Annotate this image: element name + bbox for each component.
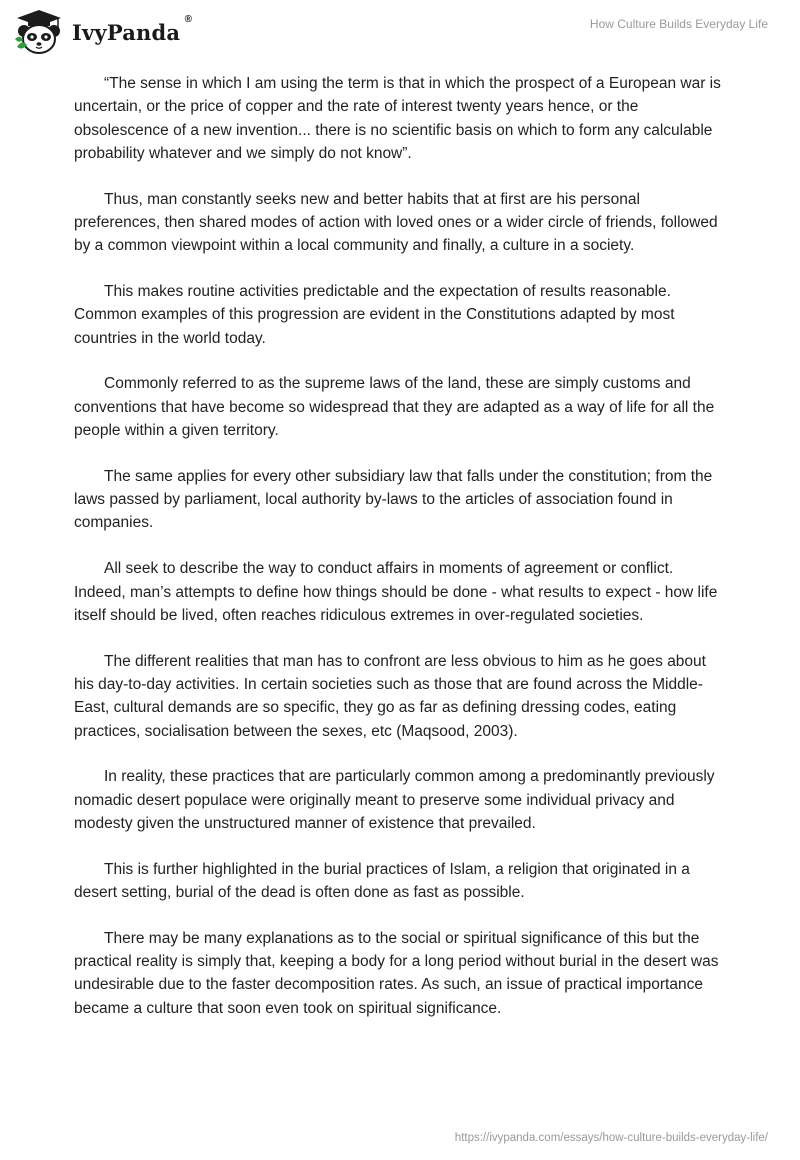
source-url-link[interactable]: https://ivypanda.com/essays/how-culture-builds-everyday-life/ [454, 1132, 768, 1144]
paragraph: “The sense in which I am using the term is that in which the prospect of a European war is uncertain, or the price of copper and the rate of interest twenty years hence, or the obsolescence of a new invention... there is no scientific basis on which to form any calculable probability whatever and we simply do not know”. [74, 75, 721, 162]
page-header [0, 0, 800, 60]
paragraph: This makes routine activities predictable and the expectation of results reasonable. Common examples of this progression are evident in the Constitutions adapted by most countries in the world today. [74, 283, 675, 347]
paragraph: All seek to describe the way to conduct affairs in moments of agreement or conflict. Indeed, man’s attempts to define how things should be done - what results to expect - how life itself should be lived, often reaches ridiculous extremes in over-regulated societies. [74, 560, 718, 624]
document-title: How Culture Builds Everyday Life [589, 17, 768, 31]
logo-text: IvyPanda ® [72, 13, 193, 45]
paragraph: This is further highlighted in the burial practices of Islam, a religion that originated in a desert setting, burial of the dead is often done as fast as possible. [74, 860, 690, 902]
essay-body [74, 72, 726, 1043]
paragraph: Thus, man constantly seeks new and better habits that at first are his personal preferences, then shared modes of action with loved ones or a wider circle of friends, followed by a common viewpoint within a local community and finally, a culture in a society. [74, 190, 718, 255]
paragraph: Commonly referred to as the supreme laws of the land, these are simply customs and conventions that have become so widespread that they are adapted as a way of life for all the people within a given territory. [74, 375, 715, 440]
panda-graduate-icon [14, 9, 64, 55]
paragraph: The different realities that man has to confront are less obvious to him as he goes about his day-to-day activities. In certain societies such as those that are found across the Middle-East, cultural demands are so specific, they go as far as defining dressing codes, eating practices, socialisation between the sexes, etc (Maqsood, 2003). [74, 652, 706, 740]
ivypanda-logo[interactable] [14, 9, 193, 55]
paragraph: There may be many explanations as to the social or spiritual significance of this but the practical reality is simply that, keeping a body for a long period without burial in the desert was undesirable due to the faster decomposition rates. As such, an issue of practical importance became a culture that soon even took on spiritual significance. [74, 929, 719, 1017]
paragraph: The same applies for every other subsidiary law that falls under the constitution; from the laws passed by parliament, local authority by-laws to the articles of association found in companies. [74, 467, 713, 532]
registered-mark: ® [184, 13, 193, 25]
paragraph: In reality, these practices that are particularly common among a predominantly previously nomadic desert populace were originally meant to preserve some individual privacy and modesty given the unstructured manner of existence that prevailed. [74, 768, 715, 832]
